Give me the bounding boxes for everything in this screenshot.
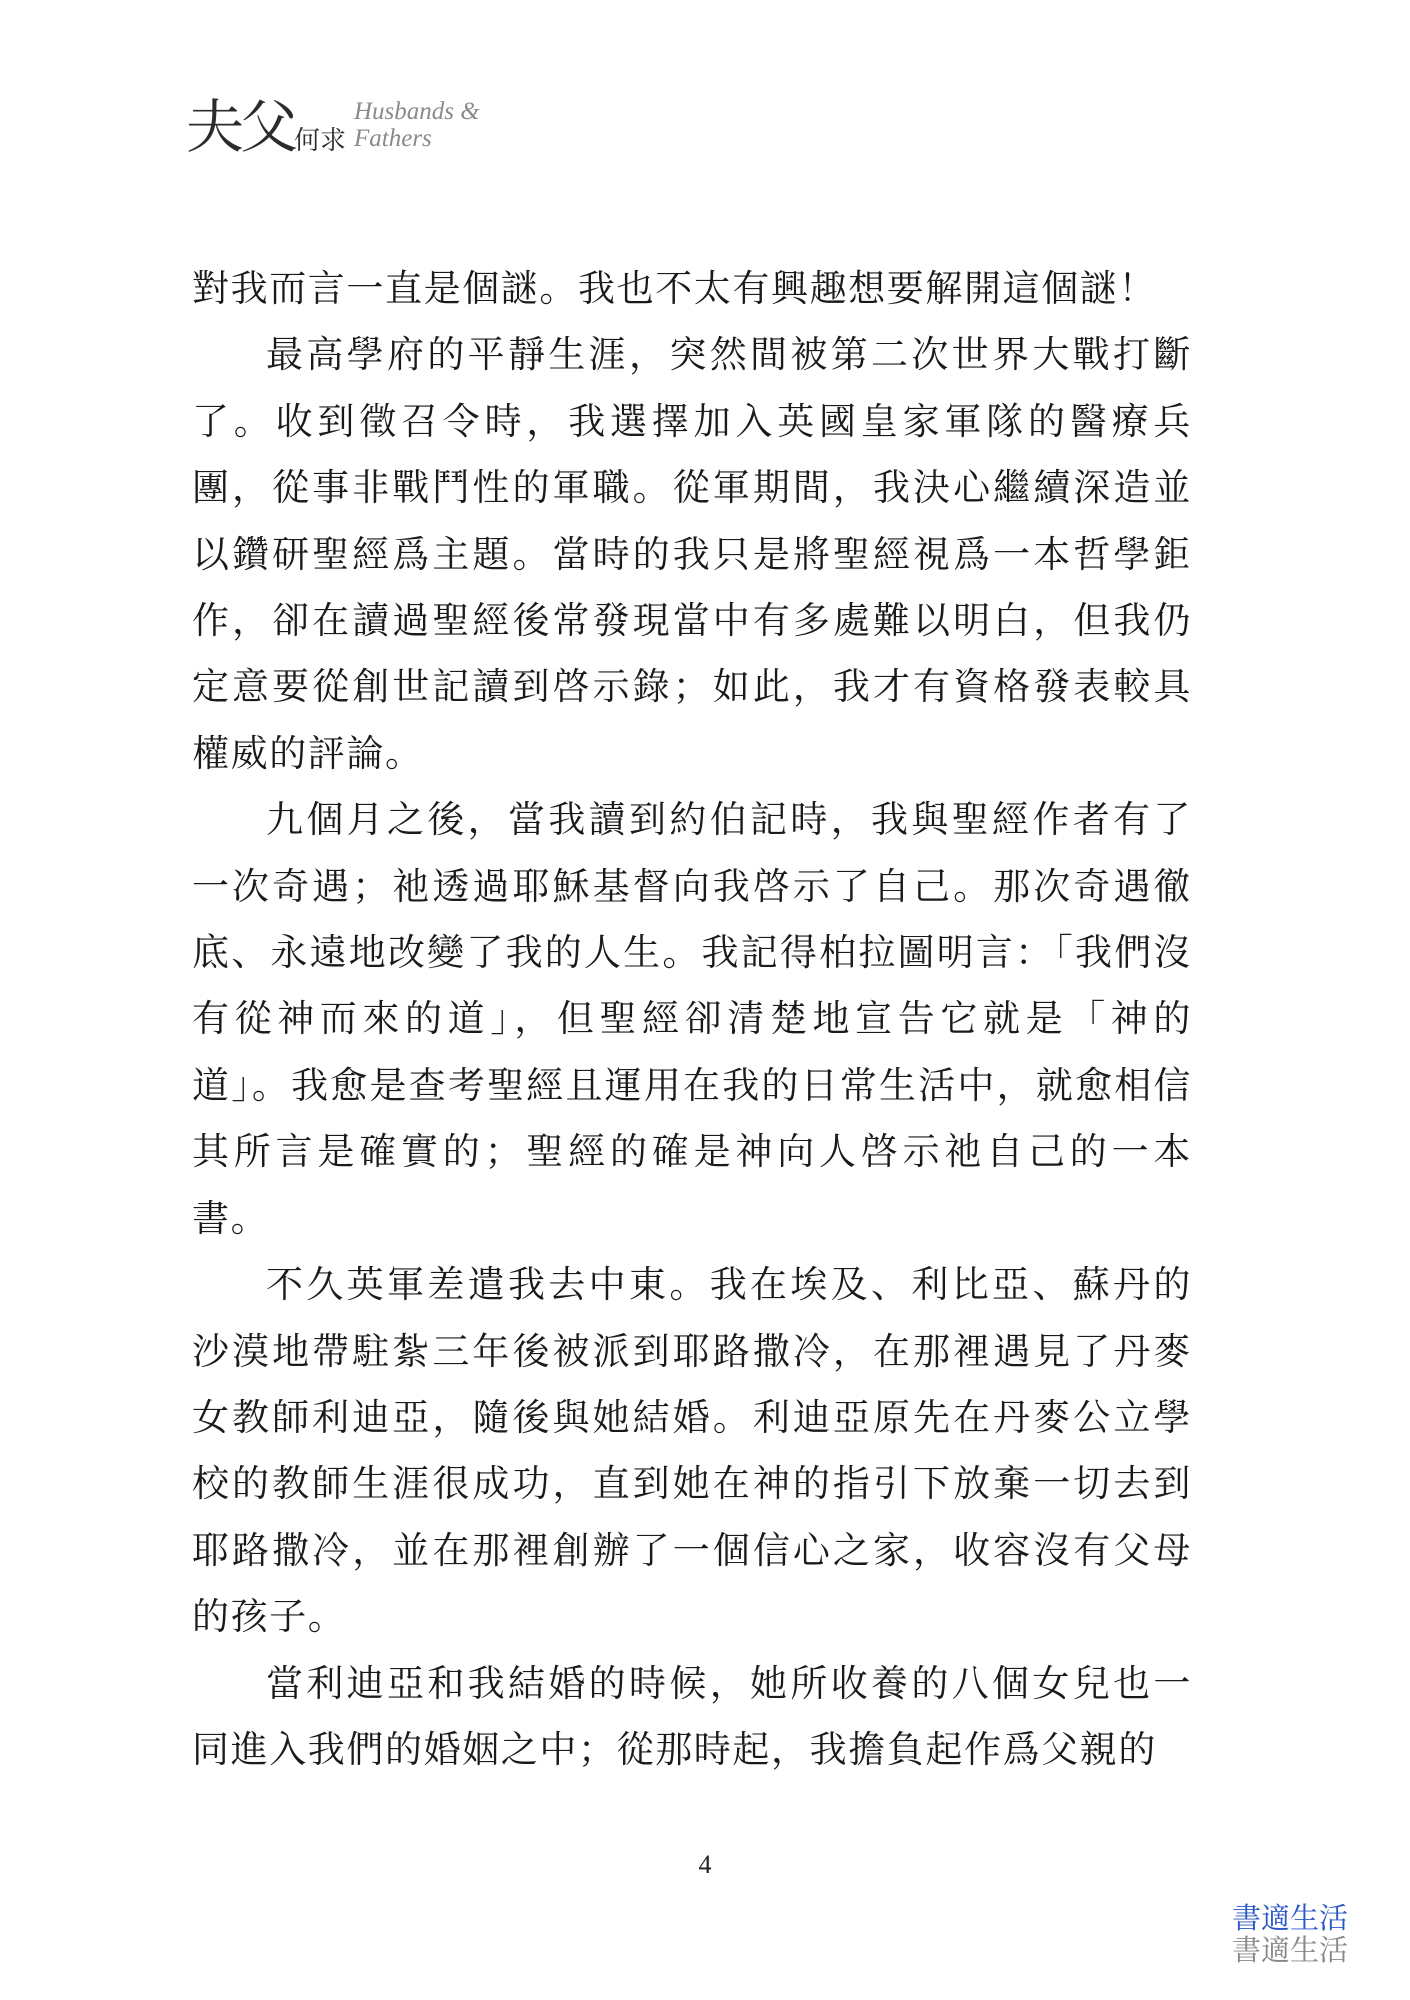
book-logo-english-line-2: Fathers: [354, 125, 432, 152]
paragraph-continued: 對我而言一直是個謎。我也不太有興趣想要解開這個謎！: [192, 267, 1157, 310]
book-header: [186, 92, 546, 162]
paragraph-ww2: 最高學府的平靜生涯，突然間被第二次世界大戰打斷了。收到徵召令時，我選擇加入英國皇家軍隊的醫療兵團，從事非戰鬥性的軍職。從軍期間，我決心繼續深造並以鑽研聖經爲主題。當時的我只是將聖經視爲一本哲學鉅作，卻在讀過聖經後常發現當中有多處難以明白，但我仍定意要從創世記讀到啓示錄；如此，我才有資格發表較具權威的評論。: [192, 333, 1192, 775]
publisher-watermark-line-1: 書適生活: [1232, 1901, 1349, 1935]
publisher-watermark-line-2: 書適生活: [1232, 1933, 1349, 1967]
page-body: [192, 256, 1192, 1783]
book-logo-english-line-1: Husbands &: [354, 98, 480, 125]
book-logo-subtitle: 何求: [294, 126, 347, 156]
paragraph-marriage: 當利迪亞和我結婚的時候，她所收養的八個女兒也一同進入我們的婚姻之中；從那時起，我擔負起作爲父親的: [192, 1661, 1192, 1771]
book-logo-title: 夫父: [186, 93, 295, 161]
publisher-watermark: [1232, 1902, 1348, 1966]
page-number: 4: [698, 1850, 712, 1879]
book-logo-english: [354, 98, 480, 152]
paragraph-middle-east: 不久英軍差遣我去中東。我在埃及、利比亞、蘇丹的沙漠地帶駐紮三年後被派到耶路撒冷，在那裡遇見了丹麥女教師利迪亞，隨後與她結婚。利迪亞原先在丹麥公立學校的教師生涯很成功，直到她在神的指引下放棄一切去到耶路撒冷，並在那裡創辦了一個信心之家，收容沒有父母的孩子。: [192, 1263, 1192, 1639]
paragraph-encounter: 九個月之後，當我讀到約伯記時，我與聖經作者有了一次奇遇；祂透過耶穌基督向我啓示了自己。那次奇遇徹底、永遠地改變了我的人生。我記得柏拉圖明言：「我們沒有從神而來的道」，但聖經卻清楚地宣告它就是「神的道」。我愈是查考聖經且運用在我的日常生活中，就愈相信其所言是確實的；聖經的確是神向人啓示祂自己的一本書。: [192, 798, 1192, 1240]
